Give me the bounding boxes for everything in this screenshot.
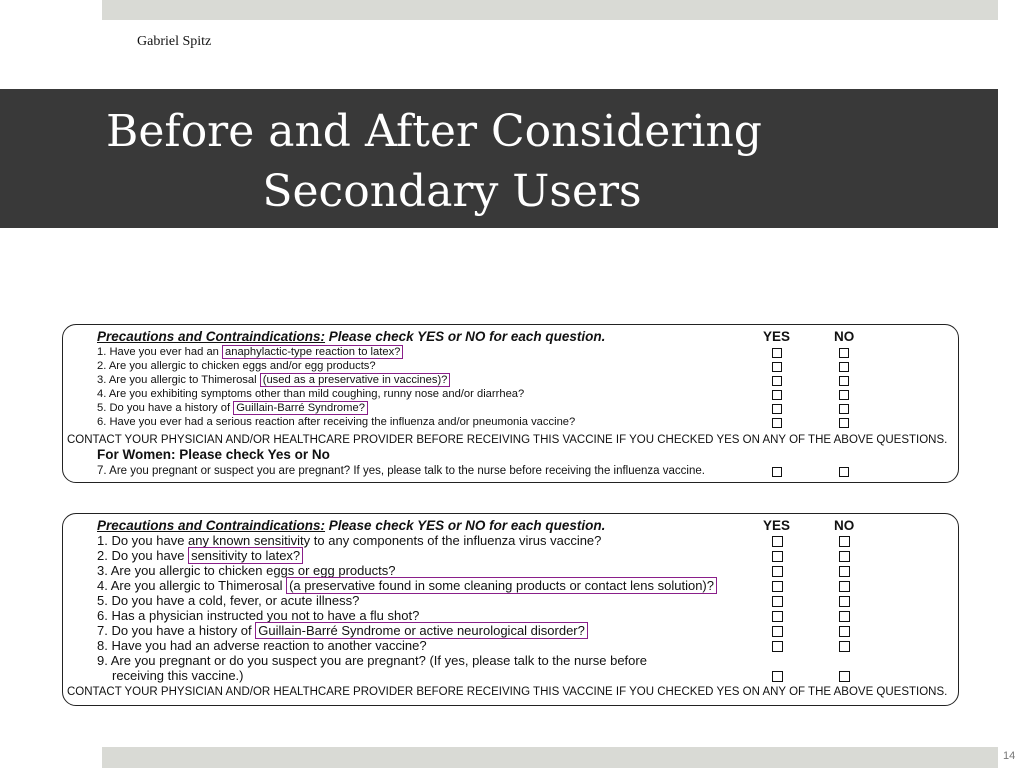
question-6: 6. Have you ever had a serious reaction after receiving the influenza and/or pneumonia vaccine? [97, 416, 576, 428]
highlighted-phrase: sensitivity to latex? [188, 547, 303, 564]
highlighted-phrase: (a preservative found in some cleaning products or contact lens solution)? [286, 577, 717, 594]
question-4 [97, 578, 717, 593]
no-checkbox[interactable] [839, 671, 850, 682]
yes-checkbox[interactable] [772, 581, 783, 592]
top-decor-bar [102, 0, 998, 20]
question-4: 4. Are you exhibiting symptoms other than mild coughing, runny nose and/or diarrhea? [97, 388, 525, 400]
no-checkbox[interactable] [839, 581, 850, 592]
heading-rest: Please check YES or NO for each question. [325, 518, 606, 533]
no-checkbox[interactable] [839, 596, 850, 607]
yes-checkbox[interactable] [772, 611, 783, 622]
slide-title [0, 102, 868, 222]
no-checkbox[interactable] [839, 418, 849, 428]
yes-checkbox[interactable] [772, 376, 782, 386]
yes-checkbox[interactable] [772, 467, 782, 477]
form-heading [97, 329, 605, 344]
bottom-decor-bar [102, 747, 998, 768]
yes-checkbox[interactable] [772, 362, 782, 372]
yes-checkbox[interactable] [772, 536, 783, 547]
no-checkbox[interactable] [839, 536, 850, 547]
question-1 [97, 346, 403, 358]
form-after [62, 513, 959, 706]
question-3 [97, 374, 450, 386]
no-checkbox[interactable] [839, 376, 849, 386]
yes-checkbox[interactable] [772, 671, 783, 682]
no-checkbox[interactable] [839, 467, 849, 477]
question-1: 1. Do you have any known sensitivity to any components of the influenza virus vaccine? [97, 533, 602, 548]
question-2 [97, 548, 303, 563]
no-checkbox[interactable] [839, 566, 850, 577]
form-before [62, 324, 959, 483]
highlighted-phrase: Guillain-Barré Syndrome? [233, 401, 368, 415]
question-text: 4. Are you allergic to Thimerosal [97, 578, 287, 593]
question-5 [97, 402, 368, 414]
highlighted-phrase: (used as a preservative in vaccines)? [260, 373, 451, 387]
highlighted-phrase: anaphylactic-type reaction to latex? [222, 345, 403, 359]
question-text: 3. Are you allergic to Thimerosal [97, 374, 260, 386]
yes-checkbox[interactable] [772, 348, 782, 358]
form-heading [97, 518, 605, 533]
highlighted-phrase: Guillain-Barré Syndrome or active neurological disorder? [255, 622, 588, 639]
yes-checkbox[interactable] [772, 626, 783, 637]
no-column-label: NO [834, 518, 855, 533]
question-text: 5. Do you have a history of [97, 402, 234, 414]
author-name: Gabriel Spitz [137, 34, 212, 49]
yes-column-label: YES [763, 518, 791, 533]
yes-checkbox[interactable] [772, 551, 783, 562]
page-number: 14 [1003, 750, 1016, 762]
no-checkbox[interactable] [839, 404, 849, 414]
yes-checkbox[interactable] [772, 641, 783, 652]
question-text: 2. Do you have [97, 548, 189, 563]
yes-column-label: YES [763, 329, 791, 344]
question-9-line-2: receiving this vaccine.) [112, 668, 244, 683]
yes-checkbox[interactable] [772, 566, 783, 577]
women-heading: For Women: Please check Yes or No [97, 447, 330, 462]
yes-checkbox[interactable] [772, 418, 782, 428]
yes-checkbox[interactable] [772, 404, 782, 414]
yes-checkbox[interactable] [772, 596, 783, 607]
question-3: 3. Are you allergic to chicken eggs or egg products? [97, 563, 396, 578]
yes-checkbox[interactable] [772, 390, 782, 400]
title-line-1: Before and After Considering [106, 106, 762, 157]
contact-notice: CONTACT YOUR PHYSICIAN AND/OR HEALTHCARE PROVIDER BEFORE RECEIVING THIS VACCINE IF YOU CHECKED YES ON ANY OF THE ABOVE QUESTIONS. [67, 434, 948, 446]
no-checkbox[interactable] [839, 362, 849, 372]
question-text: 7. Do you have a history of [97, 623, 256, 638]
no-column-label: NO [834, 329, 855, 344]
heading-underlined: Precautions and Contraindications: [97, 518, 326, 533]
title-line-2: Secondary Users [262, 166, 642, 217]
heading-underlined: Precautions and Contraindications: [97, 329, 326, 344]
contact-notice: CONTACT YOUR PHYSICIAN AND/OR HEALTHCARE PROVIDER BEFORE RECEIVING THIS VACCINE IF YOU CHECKED YES ON ANY OF THE ABOVE QUESTIONS. [67, 686, 948, 698]
no-checkbox[interactable] [839, 611, 850, 622]
question-2: 2. Are you allergic to chicken eggs and/or egg products? [97, 360, 376, 372]
question-5: 5. Do you have a cold, fever, or acute illness? [97, 593, 360, 608]
title-band [0, 89, 998, 228]
question-text: 1. Have you ever had an [97, 346, 223, 358]
question-7: 7. Are you pregnant or suspect you are pregnant? If yes, please talk to the nurse before receiving the influenza vaccine. [97, 465, 705, 477]
question-6: 6. Has a physician instructed you not to have a flu shot? [97, 608, 420, 623]
heading-rest: Please check YES or NO for each question. [325, 329, 606, 344]
question-7 [97, 623, 588, 638]
no-checkbox[interactable] [839, 626, 850, 637]
no-checkbox[interactable] [839, 348, 849, 358]
no-checkbox[interactable] [839, 641, 850, 652]
question-8: 8. Have you had an adverse reaction to another vaccine? [97, 638, 427, 653]
no-checkbox[interactable] [839, 390, 849, 400]
question-9-line-1: 9. Are you pregnant or do you suspect you are pregnant? (If yes, please talk to the nurse before [97, 653, 647, 668]
no-checkbox[interactable] [839, 551, 850, 562]
